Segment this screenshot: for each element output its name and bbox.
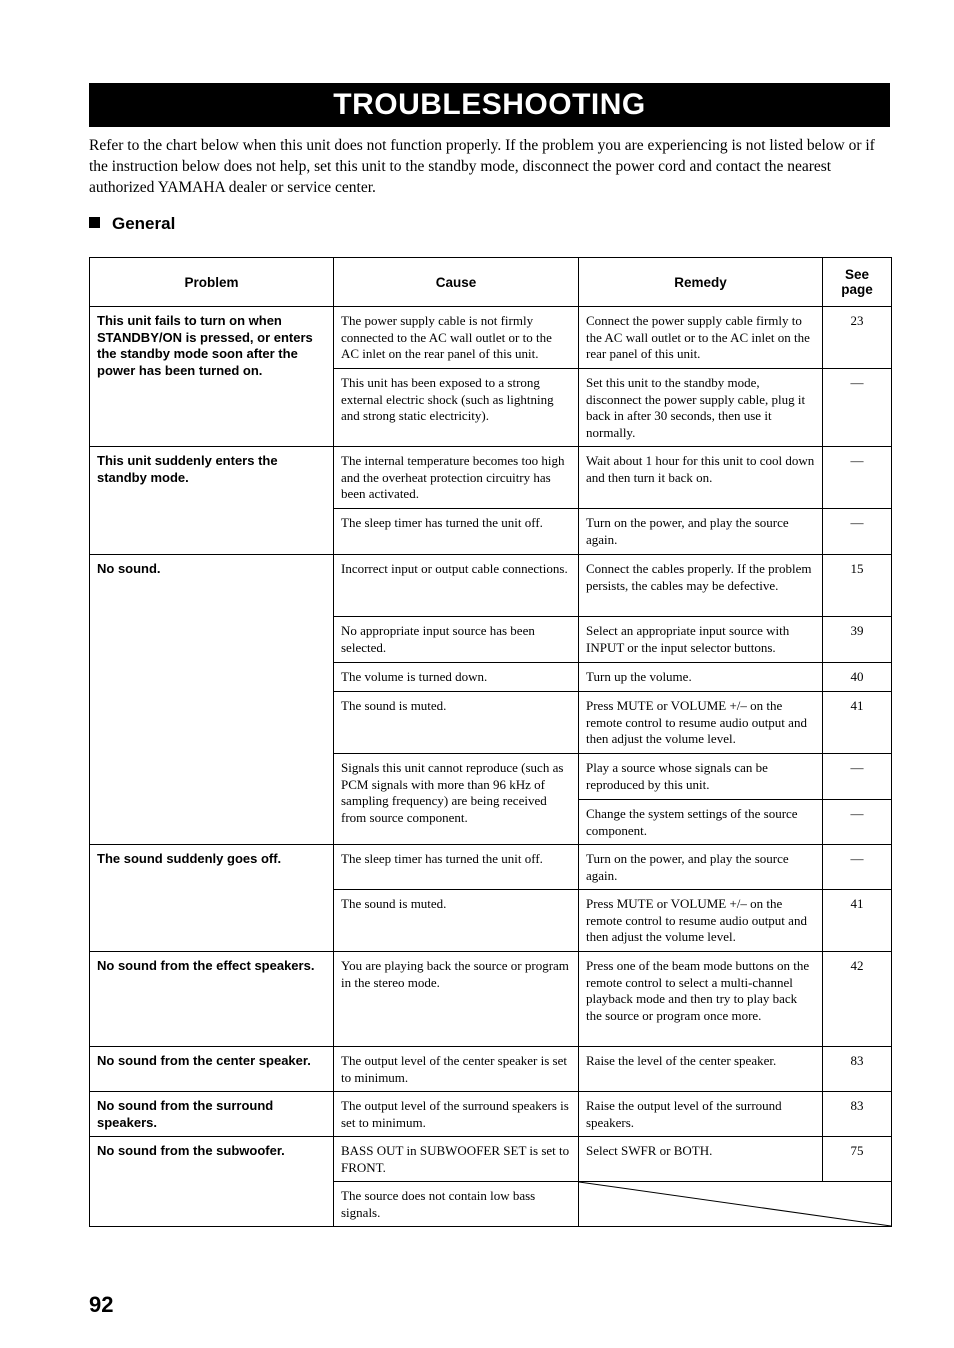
intro-paragraph: Refer to the chart below when this unit does not function properly. If the problem you are experiencing is not listed below or if the instruction below does not help, set this unit to the standby mode, disconnect the power cord and contact the nearest authorized YAMAHA dealer or service center. xyxy=(89,137,875,196)
remedy-cell: Press MUTE or VOLUME +/– on the remote control to resume audio output and then adjust the volume level. xyxy=(579,692,823,754)
see-page-cell: — xyxy=(823,845,892,890)
cause-cell: The internal temperature becomes too high and the overheat protection circuitry has been activated. xyxy=(334,447,579,509)
cause-cell: No appropriate input source has been selected. xyxy=(334,617,579,663)
table-row xyxy=(90,952,892,1047)
remedy-cell: Connect the cables properly. If the problem persists, the cables may be defective. xyxy=(579,555,823,617)
see-page-cell: 83 xyxy=(823,1047,892,1092)
square-bullet-icon xyxy=(89,217,100,228)
table-body xyxy=(90,307,892,1227)
remedy-cell: Play a source whose signals can be reproduced by this unit. xyxy=(579,754,823,800)
remedy-cell: Select SWFR or BOTH. xyxy=(579,1137,823,1182)
see-page-cell: 42 xyxy=(823,952,892,1047)
header-remedy: Remedy xyxy=(579,258,823,307)
remedy-cell: Press one of the beam mode buttons on the remote control to select a multi-channel playback mode and then try to play back the source or program once more. xyxy=(579,952,823,1047)
header-cause: Cause xyxy=(334,258,579,307)
cause-cell: The sleep timer has turned the unit off. xyxy=(334,845,579,890)
see-page-cell: 41 xyxy=(823,890,892,952)
see-page-cell: 75 xyxy=(823,1137,892,1182)
cause-cell: The volume is turned down. xyxy=(334,663,579,692)
problem-cell: No sound. xyxy=(90,555,334,845)
page-number: 92 xyxy=(89,1292,114,1317)
empty-remedy-cell xyxy=(579,1182,892,1227)
cause-cell: The source does not contain low bass signals. xyxy=(334,1182,579,1227)
page-title: TROUBLESHOOTING xyxy=(89,83,890,127)
problem-cell: No sound from the subwoofer. xyxy=(90,1137,334,1227)
cause-cell: Signals this unit cannot reproduce (such as PCM signals with more than 96 kHz of sampling frequency) are being received from source component. xyxy=(334,754,579,845)
cause-cell: You are playing back the source or program in the stereo mode. xyxy=(334,952,579,1047)
see-page-cell: 39 xyxy=(823,617,892,663)
see-page-cell: — xyxy=(823,754,892,800)
cause-cell: The sleep timer has turned the unit off. xyxy=(334,509,579,555)
problem-cell: This unit suddenly enters the standby mode. xyxy=(90,447,334,555)
section-heading xyxy=(89,214,175,234)
see-page-cell: — xyxy=(823,509,892,555)
table-row xyxy=(90,307,892,369)
table-header-row xyxy=(90,258,892,307)
remedy-cell: Turn up the volume. xyxy=(579,663,823,692)
problem-cell: No sound from the surround speakers. xyxy=(90,1092,334,1137)
cause-cell: The output level of the center speaker is set to minimum. xyxy=(334,1047,579,1092)
see-page-cell: 15 xyxy=(823,555,892,617)
table-row xyxy=(90,555,892,617)
see-page-cell: — xyxy=(823,369,892,447)
header-problem: Problem xyxy=(90,258,334,307)
see-page-cell: 23 xyxy=(823,307,892,369)
cause-cell: The output level of the surround speakers is set to minimum. xyxy=(334,1092,579,1137)
header-see-page: See page xyxy=(823,258,892,307)
cause-cell: Incorrect input or output cable connections. xyxy=(334,555,579,617)
remedy-cell: Wait about 1 hour for this unit to cool down and then turn it back on. xyxy=(579,447,823,509)
see-page-cell: 41 xyxy=(823,692,892,754)
remedy-cell: Raise the output level of the surround speakers. xyxy=(579,1092,823,1137)
cause-cell: The sound is muted. xyxy=(334,890,579,952)
section-title: General xyxy=(112,214,176,233)
remedy-cell: Change the system settings of the source component. xyxy=(579,800,823,845)
remedy-cell: Press MUTE or VOLUME +/– on the remote control to resume audio output and then adjust the volume level. xyxy=(579,890,823,952)
remedy-cell: Set this unit to the standby mode, disconnect the power supply cable, plug it back in after 30 seconds, then use it normally. xyxy=(579,369,823,447)
see-page-cell: 83 xyxy=(823,1092,892,1137)
remedy-cell: Connect the power supply cable firmly to the AC wall outlet or to the AC inlet on the rear panel of this unit. xyxy=(579,307,823,369)
table-row xyxy=(90,1092,892,1137)
diagonal-line xyxy=(579,1182,891,1226)
table-row xyxy=(90,845,892,890)
troubleshooting-table xyxy=(89,257,892,1227)
cause-cell: The power supply cable is not firmly connected to the AC wall outlet or to the AC inlet on the rear panel of this unit. xyxy=(334,307,579,369)
remedy-cell: Turn on the power, and play the source again. xyxy=(579,509,823,555)
see-page-cell: — xyxy=(823,800,892,845)
problem-cell: The sound suddenly goes off. xyxy=(90,845,334,952)
remedy-cell: Turn on the power, and play the source again. xyxy=(579,845,823,890)
cause-cell: BASS OUT in SUBWOOFER SET is set to FRONT. xyxy=(334,1137,579,1182)
table-row xyxy=(90,1137,892,1182)
cause-cell: This unit has been exposed to a strong external electric shock (such as lightning and strong static electricity). xyxy=(334,369,579,447)
problem-cell: No sound from the center speaker. xyxy=(90,1047,334,1092)
see-page-cell: — xyxy=(823,447,892,509)
problem-cell: This unit fails to turn on when STANDBY/ON is pressed, or enters the standby mode soon after the power has been turned on. xyxy=(90,307,334,447)
remedy-cell: Select an appropriate input source with INPUT or the input selector buttons. xyxy=(579,617,823,663)
problem-cell: No sound from the effect speakers. xyxy=(90,952,334,1047)
see-page-cell: 40 xyxy=(823,663,892,692)
cause-cell: The sound is muted. xyxy=(334,692,579,754)
remedy-cell: Raise the level of the center speaker. xyxy=(579,1047,823,1092)
table-row xyxy=(90,447,892,509)
table-row xyxy=(90,1047,892,1092)
